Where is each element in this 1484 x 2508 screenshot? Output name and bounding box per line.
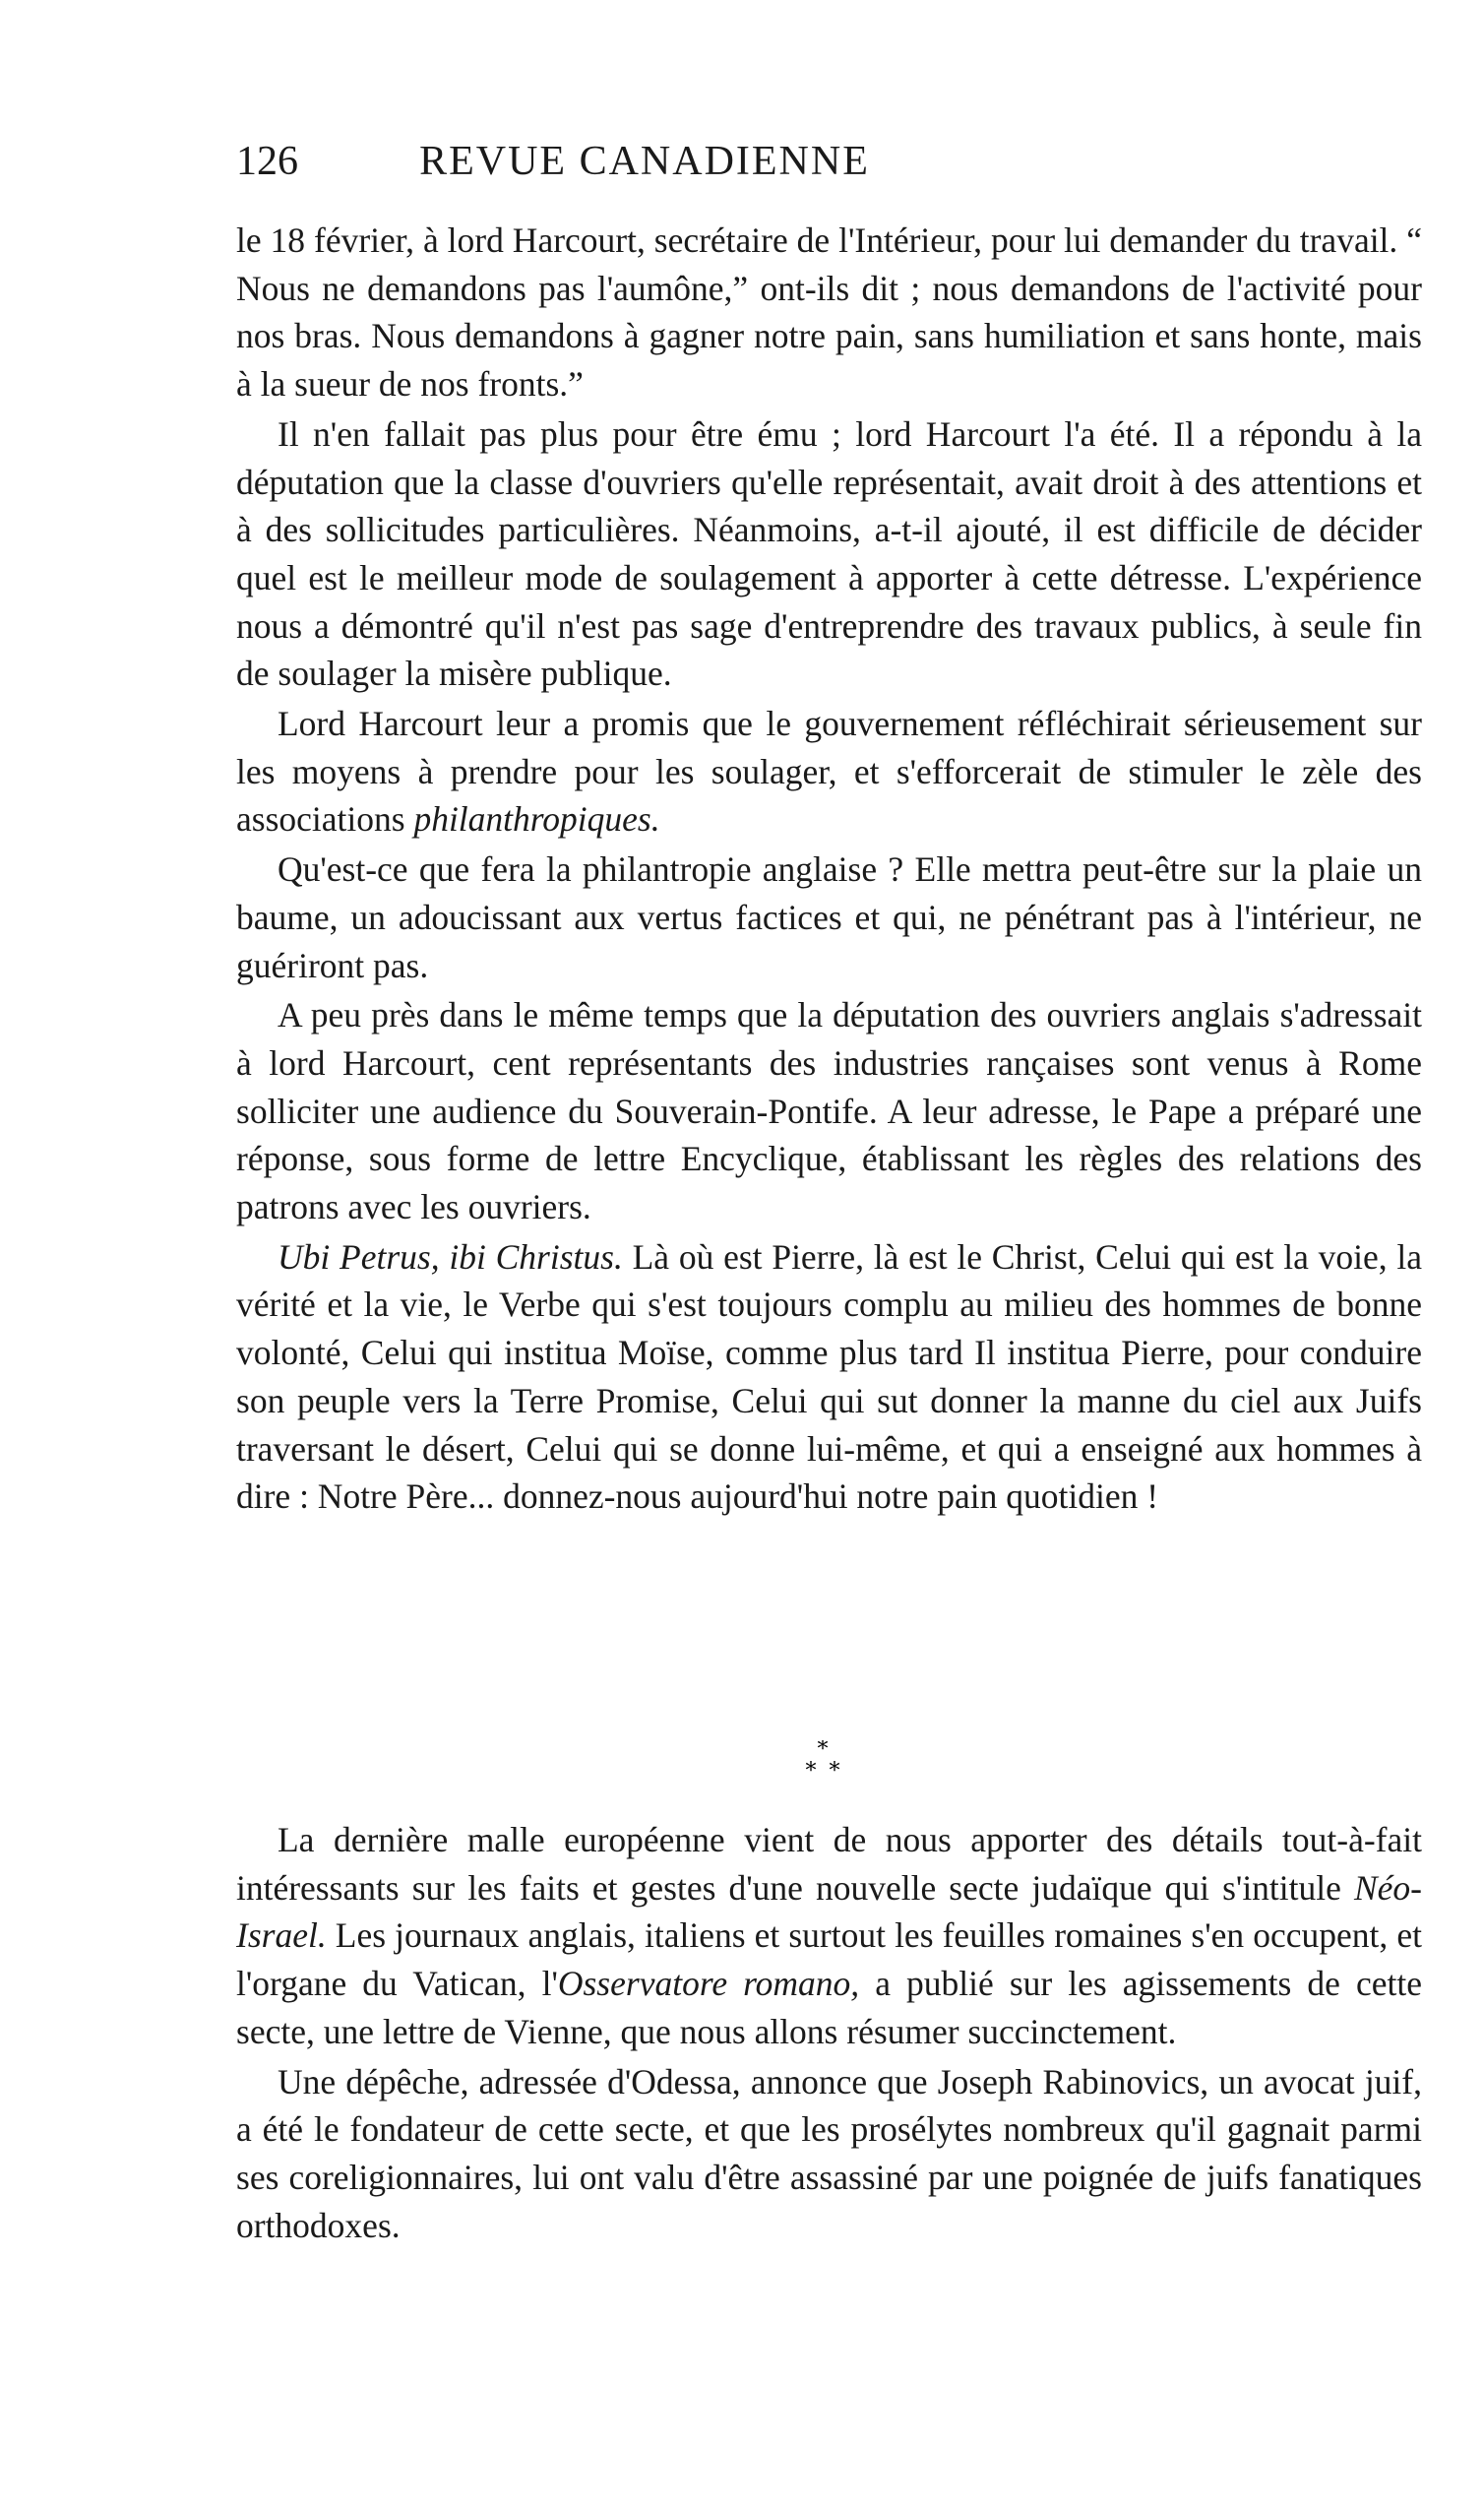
paragraph-text: Lord Harcourt leur a promis que le gouvernement réfléchirait sérieusement sur les moyens à prendre pour les soulager, et s'efforcerait de stimuler le zèle des associations <box>236 704 1422 840</box>
italic-term: philanthropiques. <box>413 799 660 840</box>
paragraph: A peu près dans le même temps que la députation des ouvriers anglais s'adressait à lord Harcourt, cent représentants des industries rançaises sont venus à Rome solliciter une audience du Souverain-Pontife. A leur adresse, le Pape a préparé une réponse, sous forme de lettre Encyclique, établissant les règles des relations des patrons avec les ouvriers. <box>236 995 1422 1227</box>
paragraph-text: Là où est Pierre, là est le Christ, Celui qui est la voie, la vérité et la vie, le Verbe qui s'est toujours complu au milieu des hommes de bonne volonté, Celui qui institua Moïse, comme plus tard Il institua Pierre, pour conduire son peuple vers la Terre Promise, Celui qui sut donner la manne du ciel aux Juifs traversant le désert, Celui qui se donne lui-même, et qui a enseigné aux hommes à dire : Notre Père... donnez-nous aujourd'hui notre pain quotidien ! <box>236 1236 1422 1517</box>
paragraph-text: a publié sur les agissements de cette secte, une lettre de Vienne, que nous allons résumer succinctement. <box>236 1964 1422 2051</box>
page-header <box>236 138 1053 197</box>
paragraph <box>236 700 1422 844</box>
svg-text:*: * <box>805 1759 817 1784</box>
asterism-icon <box>793 1740 852 1789</box>
paragraph: Il n'en fallait pas plus pour être ému ; lord Harcourt l'a été. Il a répondu à la députation que la classe d'ouvriers qu'elle représentait, avait droit à des attentions et à des sollicitudes particulières. Néanmoins, a-t-il ajouté, il est difficile de décider quel est le meilleur mode de soulagement à apporter à cette détresse. L'expérience nous a démontré qu'il n'est pas sage d'entreprendre des travaux publics, à seule fin de soulager la misère publique. <box>236 413 1422 694</box>
section-separator <box>793 1740 852 1789</box>
paragraph-text: Les journaux anglais, italiens et surtout les feuilles romaines s'en occupent, et l'organe du Vatican, l' <box>236 1915 1422 2004</box>
italic-term: Néo-Israel. <box>236 1867 1422 1956</box>
paragraph <box>236 1816 1422 2056</box>
svg-text:*: * <box>829 1759 840 1784</box>
running-head: REVUE CANADIENNE <box>419 139 870 184</box>
italic-term: Osservatore romano, <box>557 1964 860 2004</box>
latin-quote: Ubi Petrus, ibi Christus. <box>278 1236 623 1277</box>
paragraph: Une dépêche, adressée d'Odessa, annonce que Joseph Rabinovics, un avocat juif, a été le fondateur de cette secte, et que les prosélytes nombreux qu'il gagnait parmi ses coreligionnaires, lui ont valu d'être assassiné par une poignée de juifs fanatiques orthodoxes. <box>236 2061 1422 2245</box>
page-number: 126 <box>236 139 298 184</box>
text-body <box>236 217 1422 1523</box>
paragraph-text: La dernière malle européenne vient de nous apporter des détails tout-à-fait intéressants sur les faits et gestes d'une nouvelle secte judaïque qui s'intitule <box>236 1820 1422 1908</box>
paragraph <box>236 1233 1422 1521</box>
paragraph: le 18 février, à lord Harcourt, secrétaire de l'Intérieur, pour lui demander du travail. “ Nous ne demandons pas l'aumône,” ont-ils dit ; nous demandons de l'activité pour nos bras. Nous demandons à gagner notre pain, sans humiliation et sans honte, mais à la sueur de nos fronts.” <box>236 220 1422 405</box>
paragraph: Qu'est-ce que fera la philantropie anglaise ? Elle mettra peut-être sur la plaie un baume, un adoucissant aux vertus factices et qui, ne pénétrant pas à l'intérieur, ne guériront pas. <box>236 849 1422 985</box>
svg-text:*: * <box>817 1740 829 1762</box>
text-body-section-2 <box>236 1816 1422 2251</box>
